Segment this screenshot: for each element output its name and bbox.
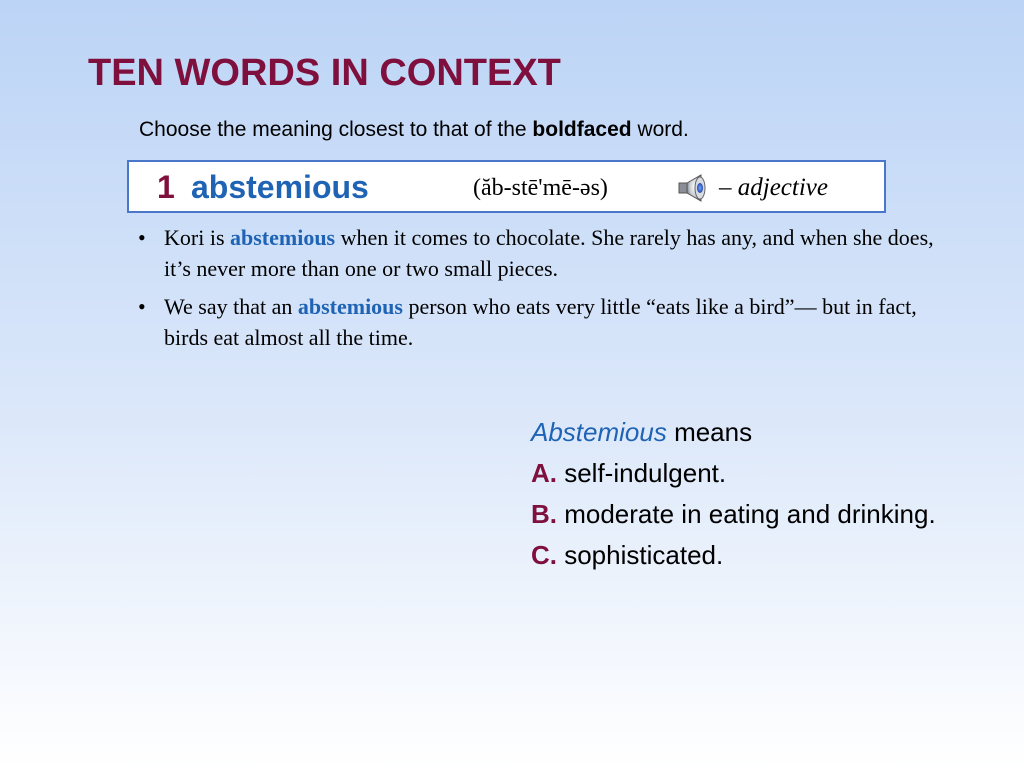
word-number: 1 <box>157 169 175 205</box>
bullet-icon: • <box>138 225 146 250</box>
page-title: TEN WORDS IN CONTEXT <box>88 52 561 94</box>
speaker-icon[interactable] <box>677 173 713 203</box>
instruction-prefix: Choose the meaning closest to that of the <box>139 118 533 141</box>
bullet-icon: • <box>138 294 146 319</box>
option-text: moderate in eating and drinking. <box>557 499 936 529</box>
instruction-bold: boldfaced <box>532 118 632 141</box>
question-stem <box>531 412 936 453</box>
question-means: means <box>666 417 753 447</box>
answer-option-b[interactable] <box>531 494 936 535</box>
vocabulary-word: abstemious <box>191 169 369 205</box>
speaker-icon-graphic <box>677 173 713 203</box>
sentence-keyword: abstemious <box>230 225 336 250</box>
question-word: Abstemious <box>531 417 667 447</box>
vocabulary-word-box <box>127 160 886 213</box>
sentence-text: person who eats very little “eats like a bird”— but in fact, birds eat almost all the time. <box>164 294 917 350</box>
example-sentence-1 <box>138 222 938 284</box>
option-letter: A. <box>531 458 557 488</box>
instruction-suffix: word. <box>631 118 689 141</box>
part-of-speech: – adjective <box>719 174 828 201</box>
sentence-text: Kori is <box>164 225 230 250</box>
sentence-text: when it comes to chocolate. She rarely has any, and when she does, it’s never more than one or two small pieces. <box>164 225 934 281</box>
question-block <box>531 412 936 576</box>
instruction-text <box>139 118 689 142</box>
pronunciation: (ăb-stē'mē-əs) <box>473 175 608 201</box>
option-text: self-indulgent. <box>557 458 727 488</box>
example-sentences <box>138 222 938 360</box>
answer-option-c[interactable] <box>531 535 936 576</box>
option-text: sophisticated. <box>557 540 724 570</box>
answer-option-a[interactable] <box>531 453 936 494</box>
option-letter: B. <box>531 499 557 529</box>
option-letter: C. <box>531 540 557 570</box>
example-sentence-2 <box>138 291 938 353</box>
sentence-keyword: abstemious <box>297 294 403 319</box>
sentence-text: We say that an <box>164 294 298 319</box>
